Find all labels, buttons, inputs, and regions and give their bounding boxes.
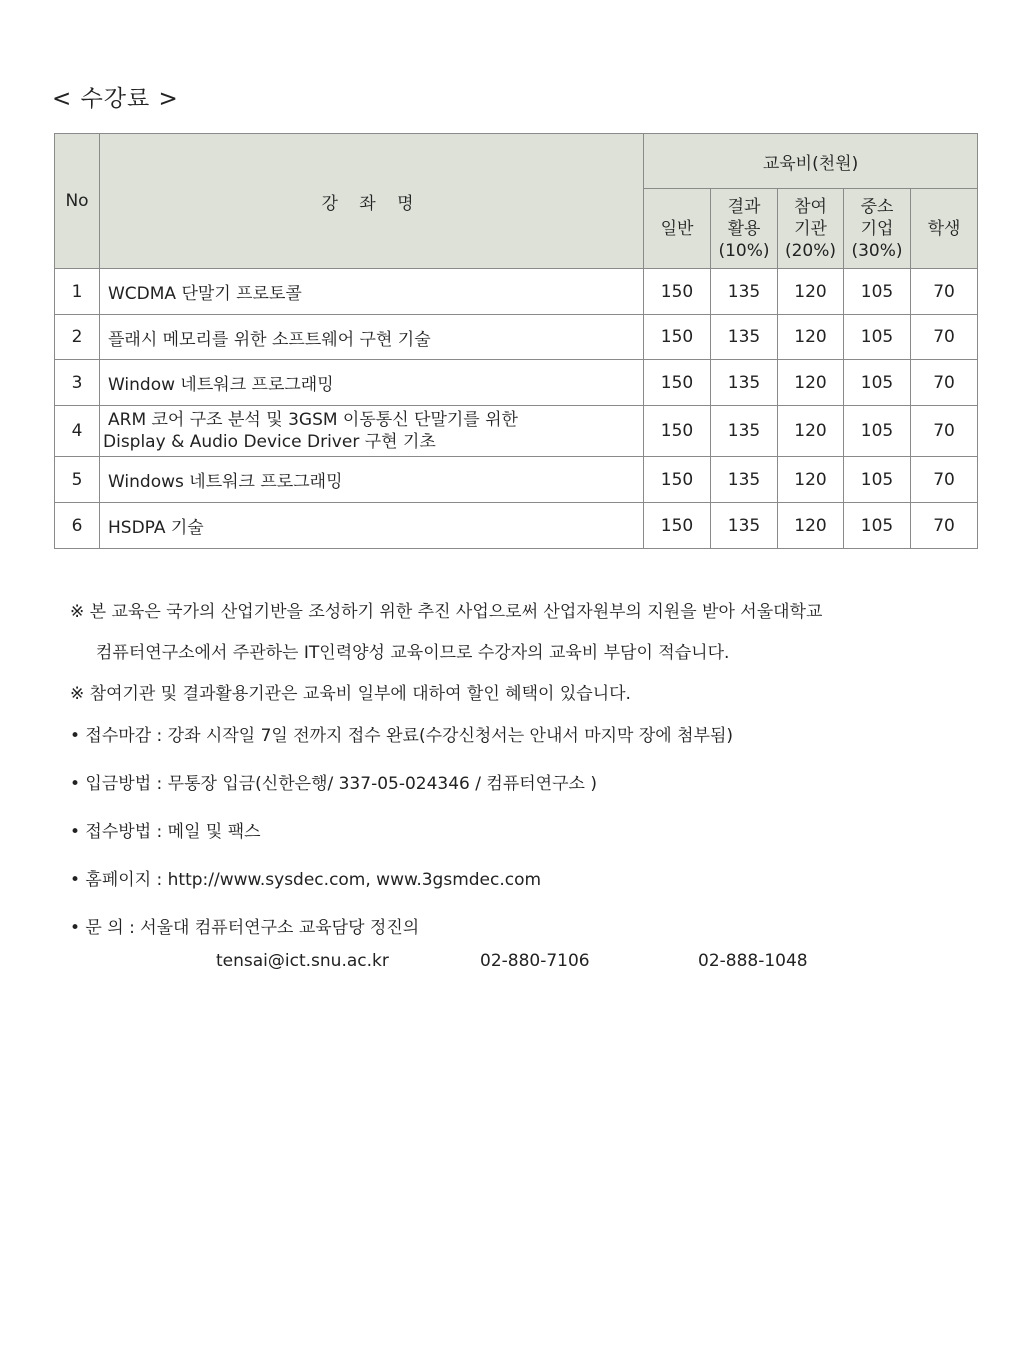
fee-cell: 150 bbox=[644, 457, 711, 503]
table-row bbox=[55, 315, 978, 360]
header-fee-category bbox=[711, 189, 778, 269]
course-name-line: Window 네트워크 프로그래밍 bbox=[108, 375, 334, 395]
info-payment: • 입금방법 : 무통장 입금(신한은행/ 337-05-024346 / 컴퓨터연구소 ) bbox=[70, 774, 597, 794]
notes-section bbox=[70, 592, 970, 715]
table-row bbox=[55, 406, 978, 457]
table-row bbox=[55, 457, 978, 503]
fee-cell: 150 bbox=[644, 269, 711, 315]
course-name-line: Display & Audio Device Driver 구현 기초 bbox=[103, 432, 436, 452]
fee-cell: 70 bbox=[911, 269, 978, 315]
course-name bbox=[100, 406, 644, 457]
header-fee-category-line: 기업 bbox=[860, 218, 894, 239]
contact-fax: 02-888-1048 bbox=[698, 951, 808, 971]
header-fee-category-line: 일반 bbox=[660, 218, 694, 239]
fee-cell: 70 bbox=[911, 503, 978, 549]
course-name-line: ARM 코어 구조 분석 및 3GSM 이동통신 단말기를 위한 bbox=[108, 410, 518, 430]
table-row bbox=[55, 503, 978, 549]
row-number: 2 bbox=[55, 315, 100, 360]
header-fee-group: 교육비(천원) bbox=[644, 134, 978, 189]
fee-cell: 135 bbox=[711, 503, 778, 549]
header-no: No bbox=[55, 134, 100, 269]
row-number: 3 bbox=[55, 360, 100, 406]
fee-cell: 120 bbox=[778, 503, 844, 549]
fee-cell: 120 bbox=[778, 315, 844, 360]
header-fee-category-line: 결과 bbox=[727, 196, 761, 217]
header-fee-category bbox=[844, 189, 911, 269]
fee-cell: 135 bbox=[711, 269, 778, 315]
info-section bbox=[70, 718, 970, 958]
fee-cell: 70 bbox=[911, 360, 978, 406]
course-name-line: WCDMA 단말기 프로토콜 bbox=[108, 284, 302, 304]
header-fee-category-line: 기관 bbox=[794, 218, 827, 239]
table-row bbox=[55, 360, 978, 406]
page-title: < 수강료 > bbox=[52, 86, 179, 112]
info-apply-method: • 접수방법 : 메일 및 팩스 bbox=[70, 822, 261, 842]
header-fee-category-line: (10%) bbox=[718, 240, 770, 261]
fee-cell: 120 bbox=[778, 457, 844, 503]
fee-cell: 105 bbox=[844, 315, 911, 360]
fee-cell: 150 bbox=[644, 360, 711, 406]
header-fee-category bbox=[644, 189, 711, 269]
fee-cell: 70 bbox=[911, 315, 978, 360]
fee-cell: 105 bbox=[844, 503, 911, 549]
fee-cell: 120 bbox=[778, 406, 844, 457]
course-name bbox=[100, 315, 644, 360]
header-fee-category bbox=[778, 189, 844, 269]
fee-cell: 150 bbox=[644, 503, 711, 549]
info-inquiry: • 문 의 : 서울대 컴퓨터연구소 교육담당 정진의 bbox=[70, 918, 420, 938]
course-name-line: Windows 네트워크 프로그래밍 bbox=[108, 472, 343, 492]
row-number: 1 bbox=[55, 269, 100, 315]
table-row bbox=[55, 269, 978, 315]
fee-cell: 120 bbox=[778, 269, 844, 315]
note-support-line1: ※ 본 교육은 국가의 산업기반을 조성하기 위한 추진 사업으로써 산업자원부의 지원을 받아 서울대학교 bbox=[70, 602, 823, 622]
course-name bbox=[100, 503, 644, 549]
note-discount: ※ 참여기관 및 결과활용기관은 교육비 일부에 대하여 할인 혜택이 있습니다. bbox=[70, 684, 631, 704]
contact-email: tensai@ict.snu.ac.kr bbox=[216, 951, 389, 971]
info-homepage: • 홈페이지 : http://www.sysdec.com, www.3gsmdec.com bbox=[70, 870, 542, 890]
header-fee-category-line: 참여 bbox=[794, 196, 827, 217]
fee-cell: 70 bbox=[911, 406, 978, 457]
course-name bbox=[100, 269, 644, 315]
header-fee-category-line: (30%) bbox=[851, 240, 903, 261]
fee-cell: 105 bbox=[844, 406, 911, 457]
header-course-name: 강 좌 명 bbox=[100, 134, 644, 269]
course-name-line: 플래시 메모리를 위한 소프트웨어 구현 기술 bbox=[108, 329, 431, 350]
fee-cell: 135 bbox=[711, 315, 778, 360]
fee-cell: 105 bbox=[844, 269, 911, 315]
contact-phone: 02-880-7106 bbox=[480, 951, 590, 971]
row-number: 5 bbox=[55, 457, 100, 503]
course-name bbox=[100, 360, 644, 406]
fee-cell: 150 bbox=[644, 406, 711, 457]
info-deadline: • 접수마감 : 강좌 시작일 7일 전까지 접수 완료(수강신청서는 안내서 마지막 장에 첨부됨) bbox=[70, 726, 734, 746]
fee-cell: 120 bbox=[778, 360, 844, 406]
tuition-table bbox=[54, 133, 978, 549]
course-name-line: HSDPA 기술 bbox=[108, 518, 204, 538]
fee-cell: 135 bbox=[711, 406, 778, 457]
fee-cell: 105 bbox=[844, 457, 911, 503]
header-fee-category-line: 학생 bbox=[927, 218, 961, 239]
header-fee-category bbox=[911, 189, 978, 269]
header-fee-category-line: 중소 bbox=[860, 196, 894, 217]
fee-cell: 105 bbox=[844, 360, 911, 406]
row-number: 6 bbox=[55, 503, 100, 549]
fee-cell: 70 bbox=[911, 457, 978, 503]
fee-cell: 135 bbox=[711, 360, 778, 406]
row-number: 4 bbox=[55, 406, 100, 457]
fee-cell: 150 bbox=[644, 315, 711, 360]
course-name bbox=[100, 457, 644, 503]
header-fee-category-line: (20%) bbox=[784, 240, 837, 261]
fee-cell: 135 bbox=[711, 457, 778, 503]
header-fee-category-line: 활용 bbox=[727, 218, 761, 239]
note-support-line2: 컴퓨터연구소에서 주관하는 IT인력양성 교육이므로 수강자의 교육비 부담이 적습니다. bbox=[96, 643, 730, 663]
